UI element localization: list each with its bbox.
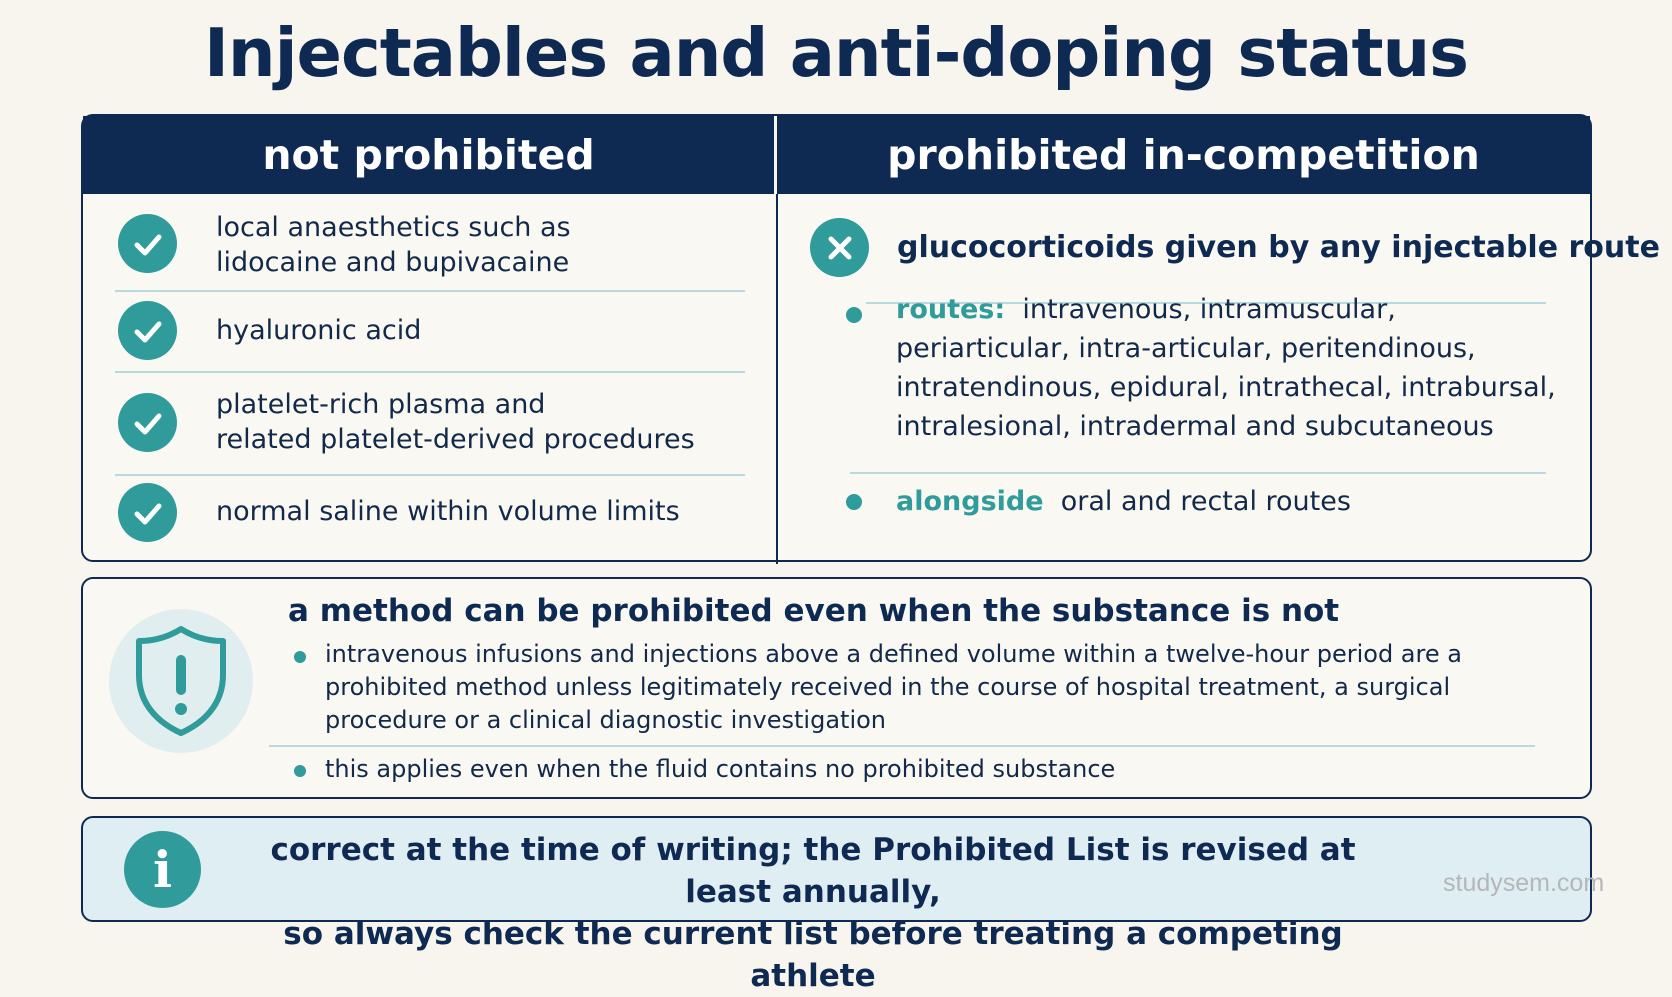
check-icon (118, 214, 177, 273)
bullet-icon (294, 765, 306, 777)
method-box (81, 577, 1592, 799)
info-line: correct at the time of writing; the Prohibited List is revised at least annually, (270, 832, 1356, 910)
glucocorticoids-heading: glucocorticoids given by any injectable route (897, 230, 1660, 265)
list-item (83, 373, 776, 473)
list-item (83, 476, 776, 564)
item-line: related platelet-derived procedures (216, 424, 695, 455)
alongside-routes: oral and rectal routes (1060, 486, 1351, 517)
check-icon (118, 301, 177, 360)
method-title: a method can be prohibited even when the substance is not (288, 593, 1340, 629)
alongside-text (896, 486, 1351, 517)
info-icon: i (124, 831, 201, 908)
bullet-icon (294, 651, 306, 663)
item-line: normal saline within volume limits (216, 496, 680, 527)
not-prohibited-column (83, 194, 776, 564)
item-line: hyaluronic acid (216, 315, 422, 346)
method-item: intravenous infusions and injections above a defined volume within a twelve-hour period are a prohibited method unless legitimately received in the course of hospital treatment, a surgical procedure or a clinical diagnostic investigation (325, 640, 1462, 734)
routes-list: intravenous, intramuscular, periarticular, intra-articular, peritendinous, intratendinous, epidural, intrathecal, intrabursal, intralesional, intradermal and subcutaneous (896, 294, 1556, 442)
divider (850, 472, 1546, 474)
watermark: studysem.com (1443, 869, 1605, 897)
routes-label: routes: (896, 294, 1006, 325)
status-table (81, 114, 1660, 562)
prohibited-column (778, 194, 1660, 564)
item-line: local anaesthetics such as (216, 212, 571, 243)
routes-text (896, 290, 1556, 446)
list-item (83, 292, 776, 370)
info-box (81, 816, 1592, 994)
x-icon (810, 218, 869, 277)
check-icon (118, 393, 177, 452)
alongside-label: alongside (896, 486, 1044, 517)
divider (269, 745, 1535, 747)
list-item (83, 194, 776, 290)
method-item: this applies even when the fluid contains no prohibited substance (325, 755, 1116, 783)
check-icon (118, 483, 177, 542)
bullet-icon (846, 494, 862, 510)
prohibited-header: prohibited in-competition (887, 131, 1480, 179)
shield-exclamation-icon (109, 609, 253, 753)
item-line: lidocaine and bupivacaine (216, 247, 570, 278)
not-prohibited-header: not prohibited (83, 116, 777, 194)
info-line: so always check the current list before treating a competing athlete (283, 916, 1343, 994)
item-line: platelet-rich plasma and (216, 389, 546, 420)
info-text (223, 829, 1403, 997)
bullet-icon (846, 307, 862, 323)
page-title: Injectables and anti-doping status (203, 14, 1469, 92)
table-header (83, 116, 1590, 194)
